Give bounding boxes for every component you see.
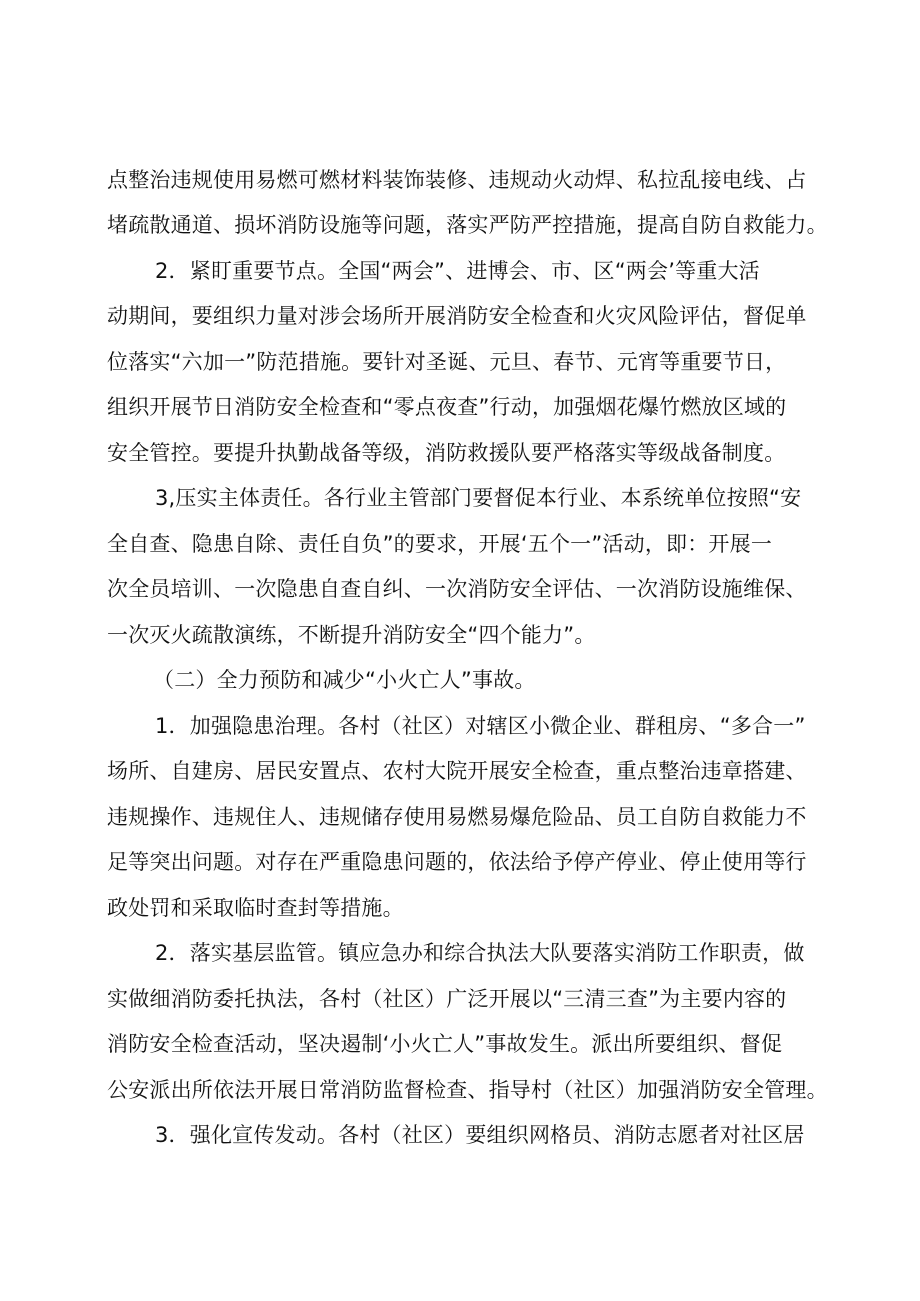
body-text-line: 一次灭火疏散演练，不断提升消防安全“四个能力”。	[107, 623, 596, 647]
body-text-line: 场所、自建房、居民安置点、农村大院开展安全检查，重点整治违章搭建、	[107, 759, 807, 783]
body-text-line: 公安派出所依法开展日常消防监督检查、指导村（社区）加强消防安全管理。	[107, 1078, 828, 1102]
body-text-line: 实做细消防委托执法，各村（社区）广泛开展以“三清三查”为主要内容的	[107, 987, 787, 1011]
body-text-line: 违规操作、违规住人、违规储存使用易燃易爆危险品、员工自防自救能力不	[107, 805, 807, 829]
body-text-line: 动期间，要组织力量对涉会场所开展消防安全检查和火灾风险评估，督促单	[107, 304, 807, 328]
body-text-line: 安全管控。要提升执勤战备等级，消防救援队要严格落实等级战备制度。	[107, 441, 786, 465]
body-text-line: 政处罚和采取临时查封等措施。	[107, 896, 404, 920]
section-heading: （二）全力预防和减少“小火亡人”事故。	[153, 668, 536, 692]
item-heading-line: 1．加强隐患治理。各村（社区）对辖区小微企业、群租房、“多合一”	[155, 714, 806, 738]
body-text-line: 消防安全检查活动，坚决遏制‘小火亡人”事故发生。派出所要组织、督促	[107, 1032, 783, 1056]
body-text-line: 组织开展节日消防安全检查和“零点夜查”行动，加强烟花爆竹燃放区域的	[107, 395, 787, 419]
item-heading-line: 3,压实主体责任。各行业主管部门要督促本行业、本系统单位按照“安	[155, 486, 802, 510]
body-text-line: 点整治违规使用易燃可燃材料装饰装修、违规动火动焊、私拉乱接电线、占	[107, 168, 807, 192]
body-text-line: 全自查、隐患自除、责任自负”的要求，开展‘五个一”活动，即：开展一	[107, 532, 773, 556]
body-text-line: 足等突出问题。对存在严重隐患问题的，依法给予停产停业、停止使用等行	[107, 850, 807, 874]
item-heading-line: 2．紧盯重要节点。全国“两会”、进博会、市、区“两会’等重大活	[155, 259, 760, 283]
item-heading-line: 2．落实基层监管。镇应急办和综合执法大队要落实消防工作职责，做	[155, 941, 805, 965]
body-text-line: 堵疏散通道、损坏消防设施等问题，落实严防严控措施，提高自防自救能力。	[107, 213, 828, 237]
body-text-line: 次全员培训、一次隐患自查自纠、一次消防安全评估、一次消防设施维保、	[107, 577, 807, 601]
body-text-line: 位落实“六加一”防范措施。要针对圣诞、元旦、春节、元宵等重要节日，	[107, 350, 787, 374]
item-heading-line: 3．强化宣传发动。各村（社区）要组织网格员、消防志愿者对社区居	[155, 1123, 805, 1147]
